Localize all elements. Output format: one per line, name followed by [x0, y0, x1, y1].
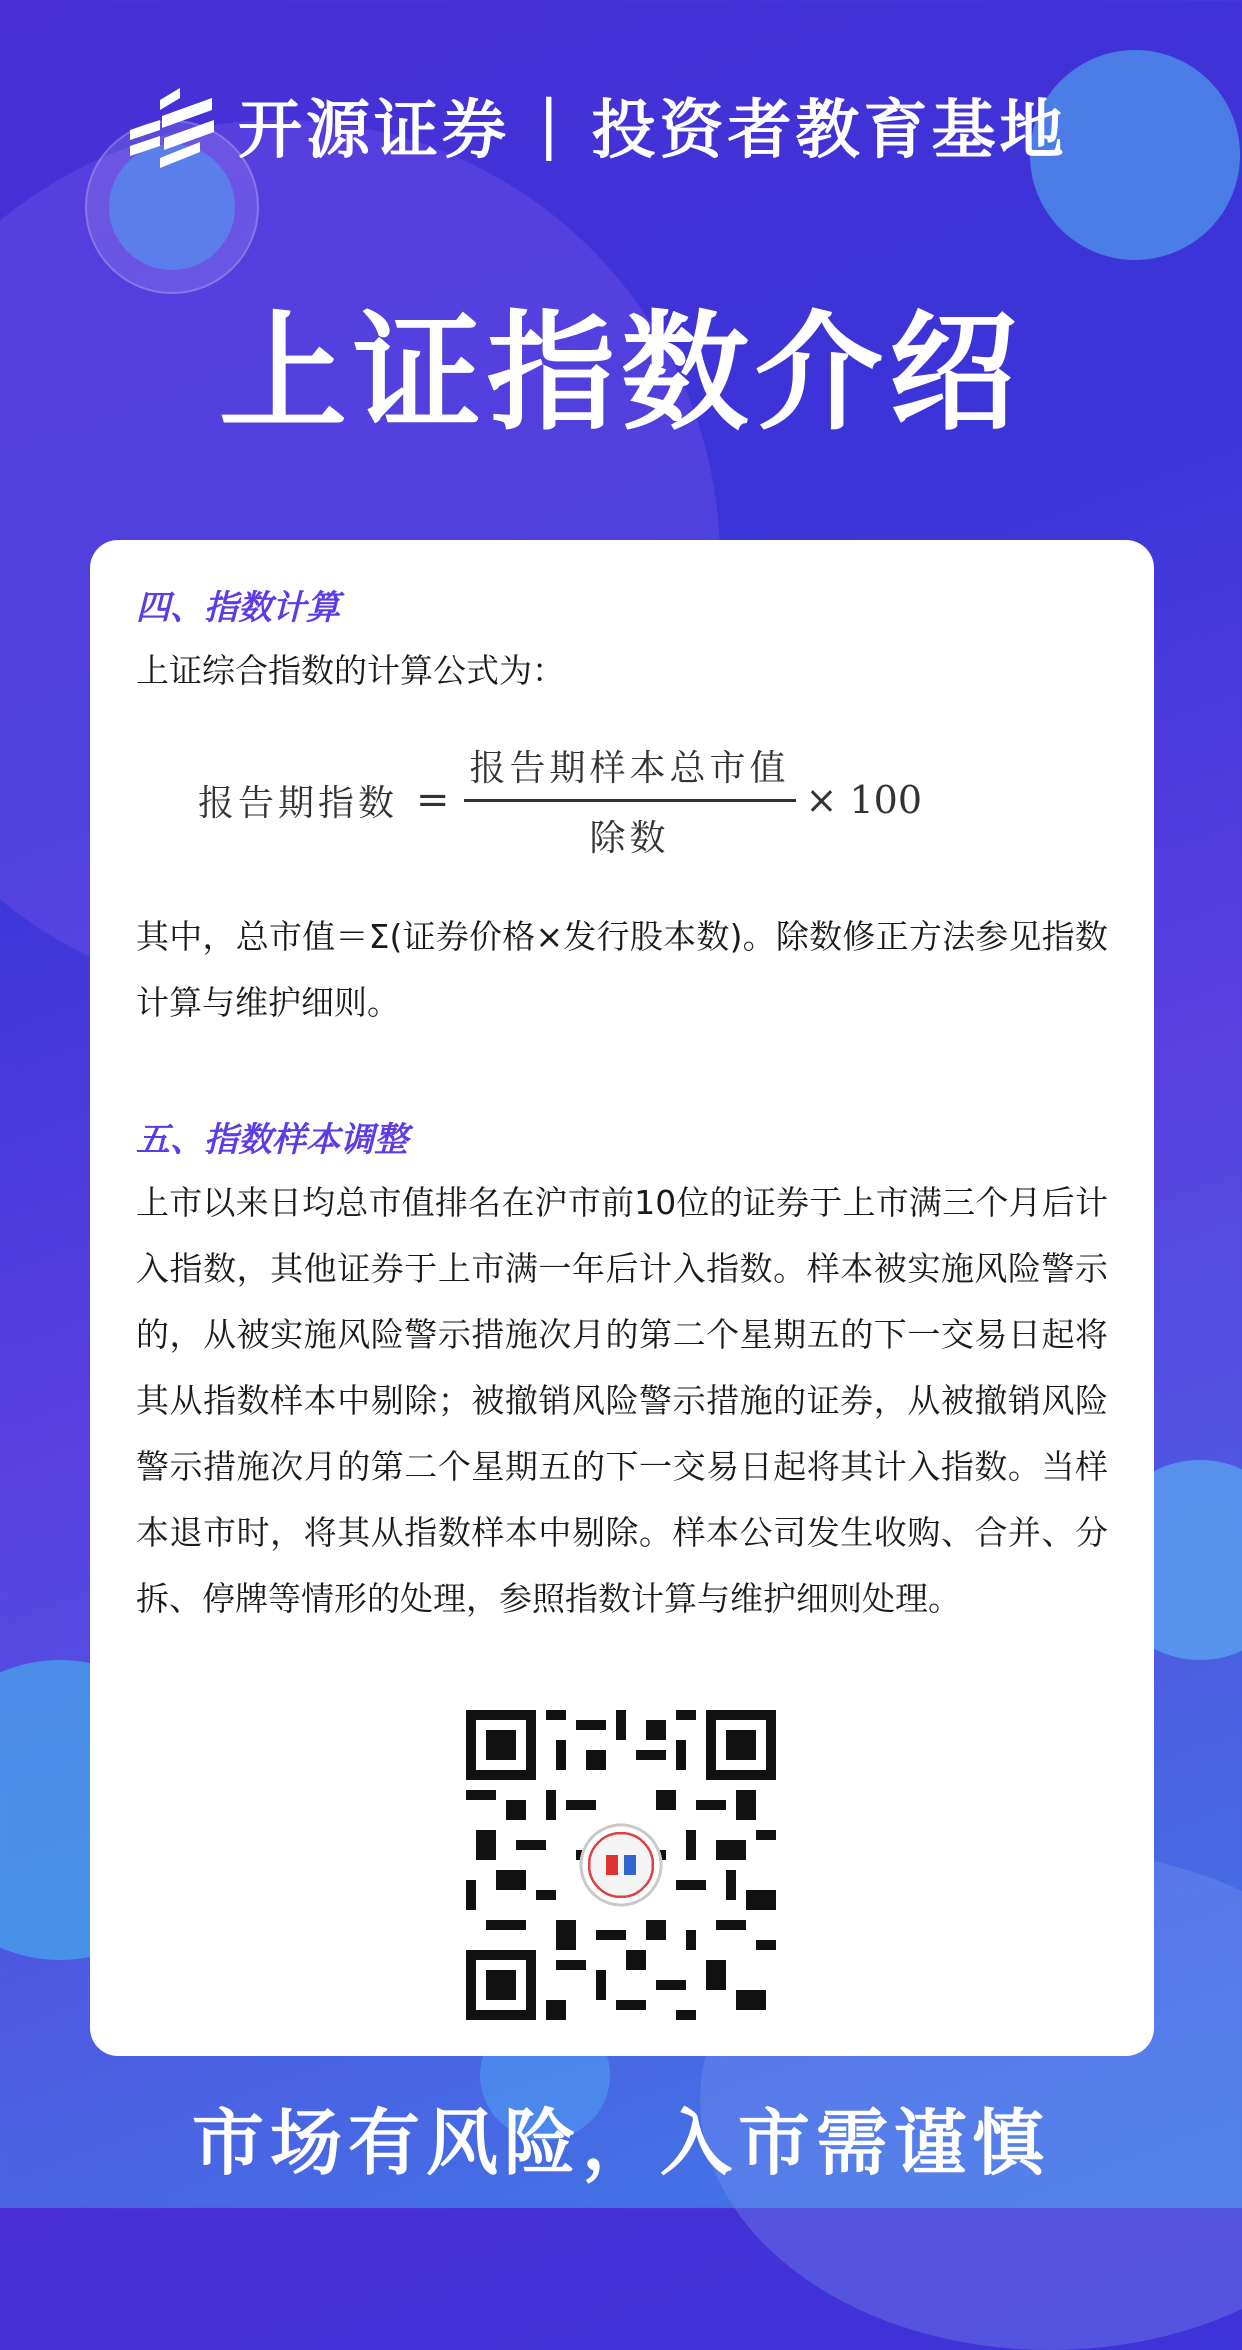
- qr-code-icon: [466, 1710, 776, 2020]
- formula-denominator: 除数: [589, 817, 670, 859]
- risk-warning-slogan: 市场有风险，入市需谨慎: [191, 2101, 1050, 2185]
- formula-fraction: [464, 740, 796, 861]
- brand-subtitle: 投资者教育基地: [591, 94, 1068, 168]
- sample-adjustment-text: 上市以来日均总市值排名在沪市前10位的证券于上市满三个月后计入指数，其他证券于上市满一年后计入指数。样本被实施风险警示的，从被实施风险警示措施次月的第二个星期五的下一交易日起将其从指数样本中剔除；被撤销风险警示措施的证券，从被撤销风险警示措施次月的第二个星期五的下一交易日起将其计入指数。当样本退市时，将其从指数样本中剔除。样本公司发生收购、合并、分拆、停牌等情形的处理，参照指数计算与维护细则处理。: [136, 1183, 1108, 1618]
- index-formula: [198, 745, 1068, 859]
- formula-intro-text: 上证综合指数的计算公式为：: [136, 651, 565, 690]
- content-card: [90, 540, 1154, 2056]
- formula-lhs: 报告期指数: [198, 782, 399, 824]
- page-title: 上证指数介绍: [218, 299, 1023, 448]
- header-divider: |: [538, 88, 564, 162]
- formula-note-text: 其中，总市值＝Σ(证券价格×发行股本数)。除数修正方法参见指数计算与维护细则。: [136, 917, 1108, 1022]
- section-heading-index-calculation: 四、指数计算: [136, 588, 340, 628]
- formula-multiplier: × 100: [805, 778, 922, 822]
- formula-equals: =: [416, 777, 450, 823]
- brand-name: 开源证券: [238, 94, 510, 168]
- header: [120, 80, 1068, 170]
- formula-numerator: 报告期样本总市值: [464, 740, 796, 802]
- kaiyuan-logo-icon: [120, 80, 220, 170]
- section-heading-sample-adjustment: 五、指数样本调整: [136, 1120, 408, 1160]
